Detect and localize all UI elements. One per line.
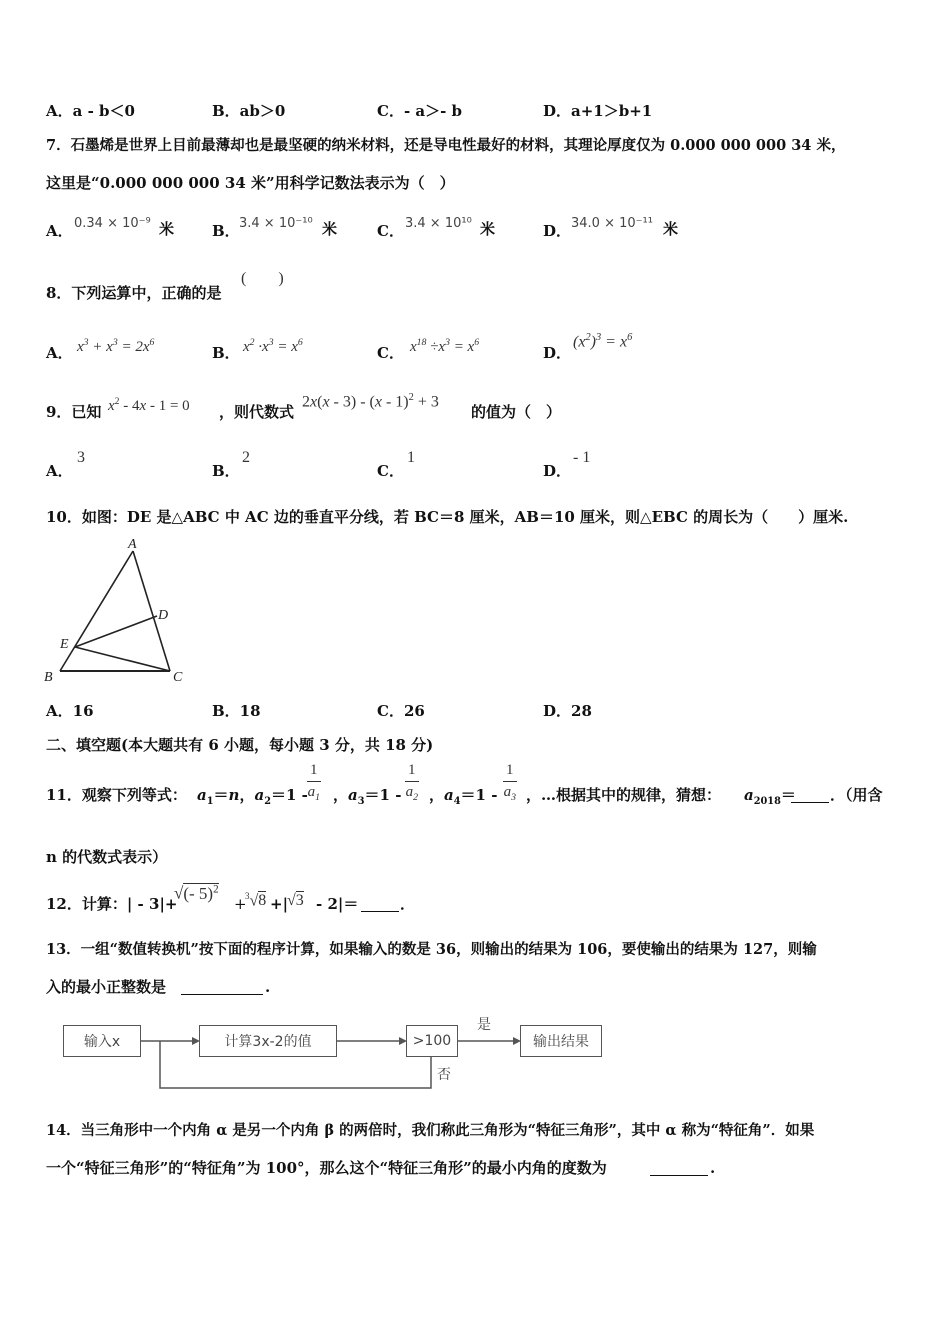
q9-option-c-letter: C．	[377, 462, 404, 480]
q7-option-b-unit: 米	[322, 220, 338, 238]
q11-ending: ．（用含	[830, 786, 883, 804]
q11-frac-1-over-a2: $\frac{1}{a_2}$	[405, 762, 418, 803]
q10-stem: 10．如图：DE 是△ABC 中 AC 边的垂直平分线，若 BC＝8 厘米，AB＝10 厘米，则△EBC 的周长为（ ）厘米.	[46, 508, 849, 526]
q8-option-b-letter: B．	[212, 344, 240, 362]
q11-intro: 11．观察下列等式：	[46, 786, 187, 804]
q14-line2: 一个“特征三角形”的“特征角”为 100°，那么这个“特征三角形”的最小内角的度数为	[46, 1159, 607, 1177]
q7-option-a-unit: 米	[159, 220, 175, 238]
q7-option-b-letter: B．	[212, 222, 240, 240]
flow-compare-box: >100	[406, 1025, 458, 1057]
q12-sqrt-3: √3	[287, 892, 304, 909]
q10-option-b: B．18	[212, 702, 261, 720]
q14-period: .	[710, 1159, 716, 1177]
q8-option-c-letter: C．	[377, 344, 404, 362]
q10-option-a: A．16	[46, 702, 94, 720]
segment-ec	[75, 647, 170, 671]
vertex-label-e: E	[60, 637, 69, 652]
q12-abs-close: - 2|＝	[316, 895, 359, 913]
q6-option-c: C．- a＞- b	[377, 102, 463, 120]
q9-option-b-value: 2	[242, 449, 250, 466]
q9-middle: ，则代数式	[219, 403, 295, 421]
flow-compute-box: 计算3x-2的值	[199, 1025, 337, 1057]
q7-option-c-unit: 米	[480, 220, 496, 238]
q13-line1: 13．一组“数值转换机”按下面的程序计算，如果输入的数是 36，则输出的结果为 106，要使输出的结果为 127，则输	[46, 941, 817, 958]
q7-option-d-value: 34.0 × 10⁻¹¹	[571, 216, 653, 231]
q12-tail: ．	[400, 895, 416, 913]
q9-suffix: 的值为（ ）	[471, 403, 562, 421]
q6-option-b: B．ab＞0	[212, 102, 286, 120]
q12-sqrt-minus5-squared: √(- 5)$^2$	[174, 883, 219, 903]
q9-option-d-value: - 1	[573, 449, 591, 466]
q7-option-d-letter: D．	[543, 222, 572, 240]
vertex-label-d: D	[158, 608, 169, 623]
q8-option-c-formula: $x^{18} \div x^3 = x^6$	[410, 337, 480, 355]
q8-answer-paren: ( )	[241, 270, 284, 287]
q6-option-a: A．a - b＜0	[46, 102, 135, 120]
q6-option-d: D．a+1＞b+1	[543, 102, 653, 120]
q9-option-a-letter: A．	[46, 462, 73, 480]
q9-option-d-letter: D．	[543, 462, 572, 480]
q11-seq-a3: ，$a_3=1$ -	[333, 786, 402, 807]
q10-option-d: D．28	[543, 702, 592, 720]
q9-condition-equation: $x^2 - 4x - 1 = 0$	[108, 396, 190, 414]
section-2-heading: 二、填空题(本大题共有 6 小题，每小题 3 分，共 18 分)	[46, 736, 434, 754]
q11-rule-text: ，…根据其中的规律，猜想：	[526, 786, 722, 804]
q8-stem: 8．下列运算中，正确的是	[46, 284, 222, 302]
q8-option-d-formula: $(x^2)^3 = x^6$	[573, 332, 633, 351]
q12-plus-1: +	[234, 895, 247, 913]
q7-stem-line1: 7．石墨烯是世界上目前最薄却也是最坚硬的纳米材料，还是导电性最好的材料，其理论厚度仅为 0.000 000 000 34 米，	[46, 137, 846, 154]
q9-option-c-value: 1	[407, 449, 415, 466]
q7-stem-line2: 这里是“0.000 000 000 34 米”用科学记数法表示为（ ）	[46, 174, 455, 192]
q8-option-a-letter: A．	[46, 344, 73, 362]
q12-answer-blank[interactable]	[361, 895, 399, 912]
vertex-label-a: A	[128, 537, 137, 552]
q14-line1: 14．当三角形中一个内角 α 是另一个内角 β 的两倍时，我们称此三角形为“特征三角形”，其中 α 称为“特征角”．如果	[46, 1122, 815, 1139]
q12-prefix: 12．计算：| - 3|+	[46, 895, 178, 913]
q9-option-b-letter: B．	[212, 462, 240, 480]
q8-option-d-letter: D．	[543, 344, 572, 362]
q11-frac-1-over-a3: $\frac{1}{a_3}$	[503, 762, 516, 803]
q10-triangle-figure	[40, 535, 200, 690]
q11-seq-a1-a2: $a_1=n$，$a_2=1$ -	[197, 786, 308, 807]
q9-option-a-value: 3	[77, 449, 85, 466]
q8-option-a-formula: $x^3 + x^3 = 2x^6$	[77, 337, 155, 355]
flow-yes-label: 是	[477, 1017, 491, 1033]
q7-option-a-letter: A．	[46, 222, 73, 240]
q11-frac-1-over-a1: $\frac{1}{a_1}$	[307, 762, 320, 803]
flow-output-box: 输出结果	[520, 1025, 602, 1057]
q7-option-c-letter: C．	[377, 222, 404, 240]
q12-cuberoot-8: $^3$√8	[245, 891, 267, 910]
q11-seq-a4: ，$a_4=1$ -	[429, 786, 498, 807]
q12-abs-open: +|	[270, 895, 289, 913]
flow-input-box: 输入x	[63, 1025, 141, 1057]
q11-answer-blank[interactable]	[791, 786, 829, 803]
q11-a2018: $a_{2018}=$	[744, 786, 796, 807]
q10-option-c: C．26	[377, 702, 425, 720]
q7-option-b-value: 3.4 × 10⁻¹⁰	[239, 216, 313, 231]
q7-option-d-unit: 米	[663, 220, 679, 238]
q14-answer-blank[interactable]	[650, 1159, 708, 1176]
q13-period: .	[265, 978, 271, 996]
vertex-label-c: C	[173, 670, 183, 685]
q7-option-c-value: 3.4 × 10¹⁰	[405, 216, 472, 231]
q11-line2: n 的代数式表示）	[46, 848, 168, 866]
segment-ed	[75, 616, 157, 647]
q13-answer-blank[interactable]	[181, 978, 263, 995]
q9-expression: 2x(x - 3) - (x - 1)$^2$ + 3	[302, 392, 439, 411]
q8-option-b-formula: $x^2 \cdot x^3 = x^6$	[243, 337, 303, 355]
q13-line2: 入的最小正整数是	[46, 978, 167, 996]
q9-prefix: 9．已知	[46, 403, 102, 421]
q7-option-a-value: 0.34 × 10⁻⁹	[74, 216, 151, 231]
vertex-label-b: B	[44, 670, 53, 685]
flow-no-label: 否	[437, 1067, 451, 1083]
